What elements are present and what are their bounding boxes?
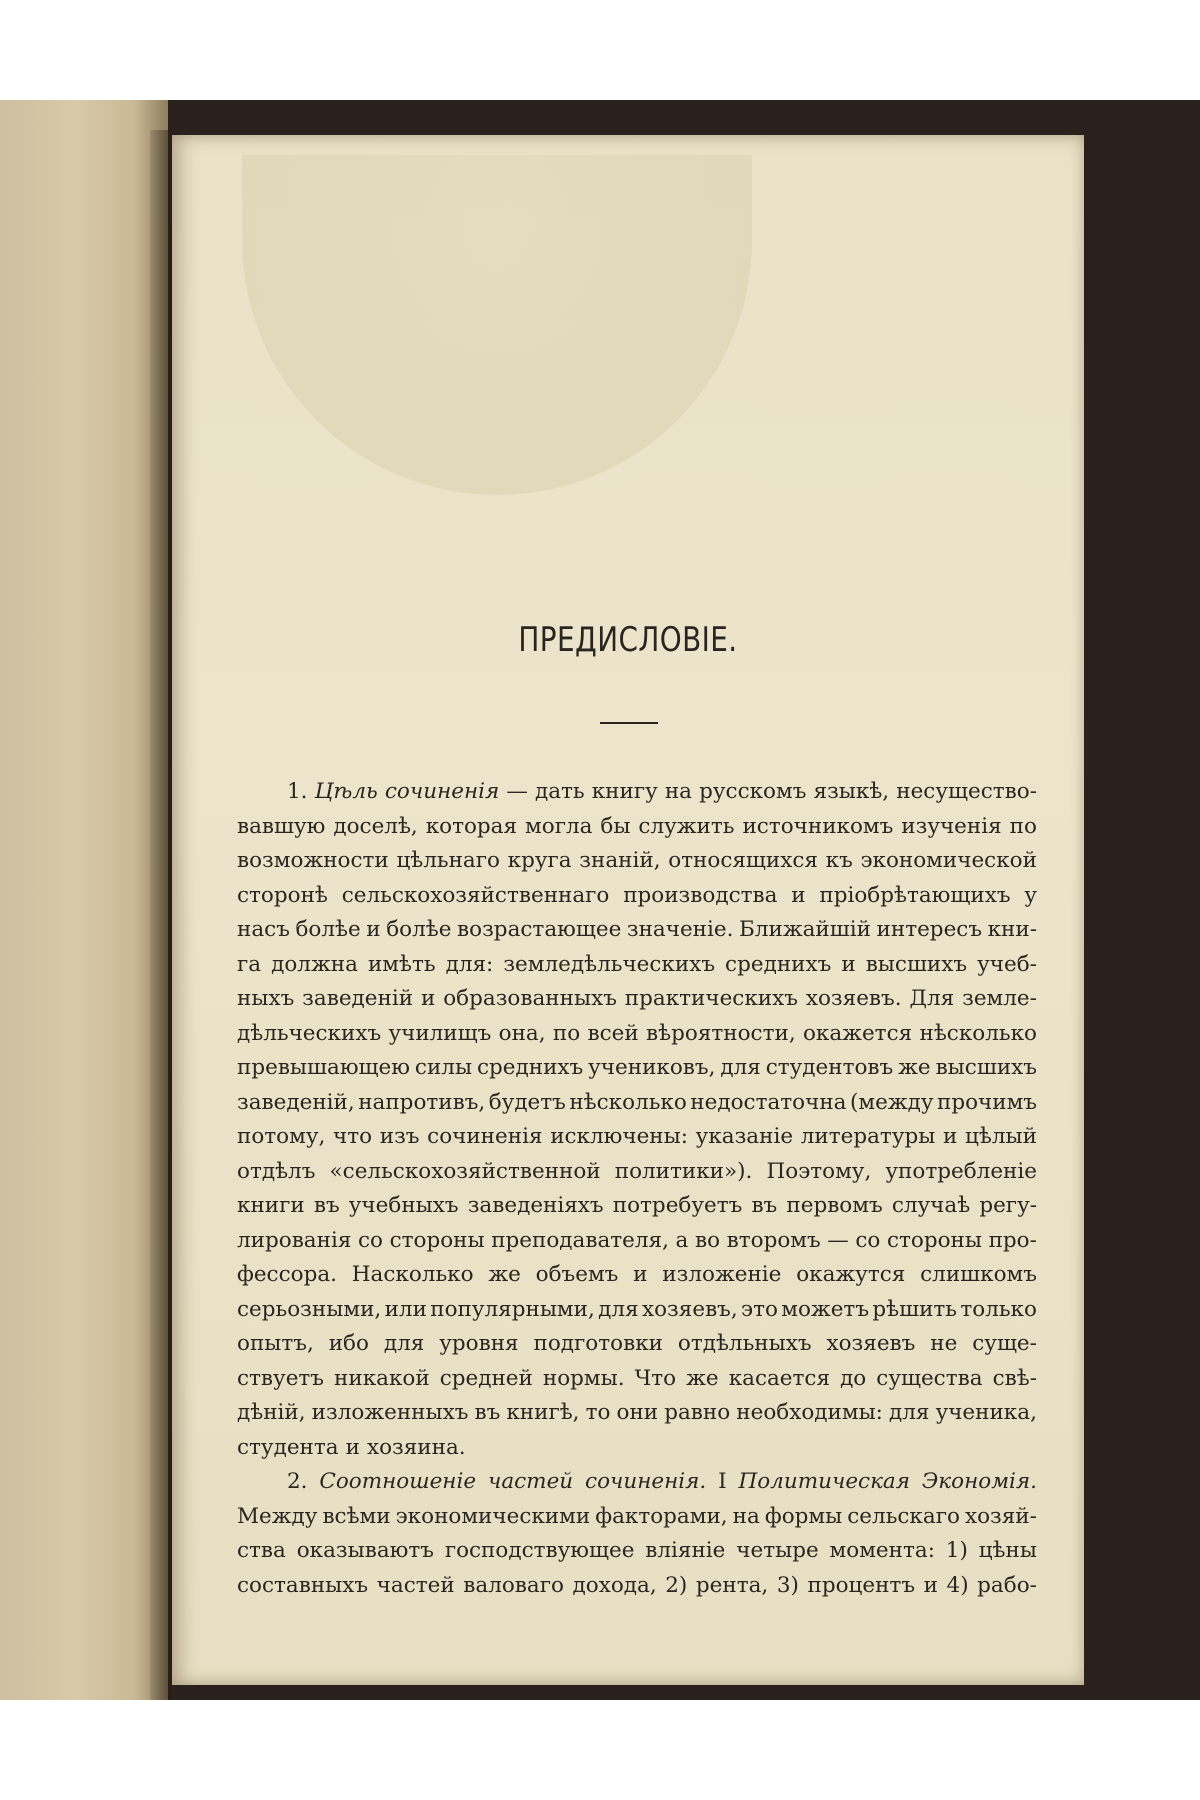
page-stain [242,155,752,495]
page-gutter [150,130,172,1700]
text-line: дѣльческихъ училищъ она, по всей вѣроятности, окажется нѣсколько [237,1020,1037,1046]
text-line: Между всѣми экономическими факторами, на формы сельскаго хозяй- [237,1503,1037,1529]
text-line: потому, что изъ сочиненія исключены: указаніе литературы и цѣлый [237,1124,1037,1149]
text-line: ства оказываютъ господствующее вліяніе четыре момента: 1) цѣны [237,1538,1037,1563]
text-line: серьозными, или популярными, для хозяевъ, это можетъ рѣшить только [237,1296,1037,1322]
text-line: студента и хозяина. [237,1434,466,1460]
text-line: опытъ, ибо для уровня подготовки отдѣльныхъ хозяевъ не суще- [237,1331,1037,1356]
text-line: составныхъ частей валоваго дохода, 2) рента, 3) процентъ и 4) рабо- [237,1572,1037,1598]
left-page [0,100,168,1700]
text-line: ствуетъ никакой средней нормы. Что же касается до существа свѣ- [237,1365,1037,1391]
text-line: фессора. Насколько же объемъ и изложеніе окажутся слишкомъ [237,1262,1037,1287]
text-line: ныхъ заведеній и образованныхъ практическихъ хозяевъ. Для земле- [237,986,1037,1011]
text-line: возможности цѣльнаго круга знаній, относящихся къ экономической [237,848,1037,873]
text-line: лированія со стороны преподавателя, а во второмъ — со стороны про- [237,1227,1037,1253]
text-line: сторонѣ сельскохозяйственнаго производства и пріобрѣтающихъ у [237,882,1037,908]
book-page [172,135,1084,1685]
text-line: вавшую доселѣ, которая могла бы служить источникомъ изученія по [237,813,1037,839]
text-line: 1. Цѣль сочиненія — дать книгу на русскомъ языкѣ, несущество- [287,779,1037,804]
text-line: превышающею силы среднихъ учениковъ, для студентовъ же высшихъ [237,1055,1037,1080]
text-line: заведеній, напротивъ, будетъ нѣсколько недостаточна (между прочимъ [237,1089,1037,1115]
text-line: дѣній, изложенныхъ въ книгѣ, то они равно необходимы: для ученика, [237,1400,1037,1425]
book-photo [0,100,1200,1700]
preface-text [237,775,1037,1603]
title-divider [600,722,658,724]
text-line: га должна имѣть для: земледѣльческихъ среднихъ и высшихъ учеб- [237,951,1037,977]
text-line: насъ болѣе и болѣе возрастающее значеніе. Ближайшій интересъ кни- [237,917,1037,942]
text-line: отдѣлъ «сельскохозяйственной политики»). Поэтому, употребленіе [237,1158,1037,1184]
text-line: 2. Соотношеніе частей сочиненія. I Политическая Экономія. [287,1469,1037,1494]
text-line: книги въ учебныхъ заведеніяхъ потребуетъ въ первомъ случаѣ регу- [237,1193,1037,1218]
page-title: ПРЕДИСЛОВІЕ. [518,620,738,660]
